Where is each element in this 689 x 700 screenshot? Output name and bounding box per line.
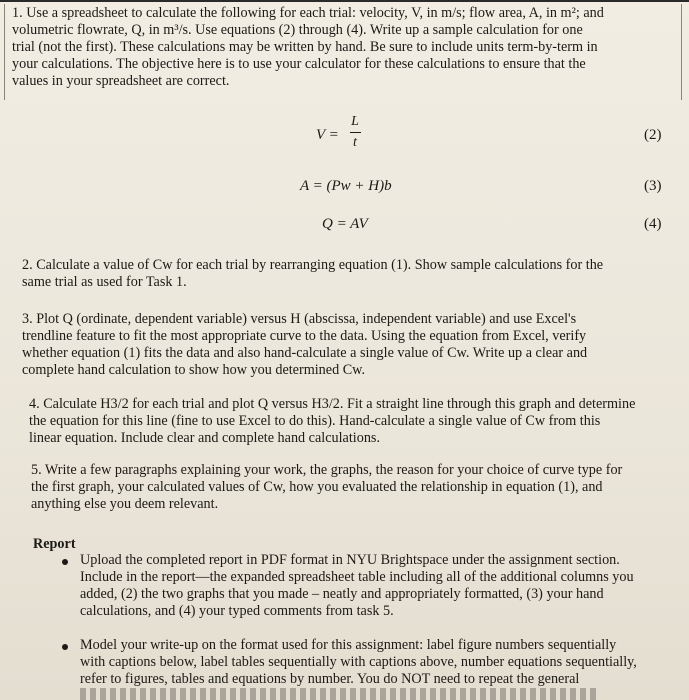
task3-text: 3. Plot Q (ordinate, dependent variable) versus H (abscissa, independent variable) and use Excel's trendline feature to fit the most appropriate curve to the data. Using the equation from Excel, verify whether equation (1) fits the data and also hand-calculate a single value of Cw. Write up a clear and complete hand calculation to show how you determined Cw. [22,311,588,378]
eq2-lhs: V = [316,127,339,143]
eq4-number: (4) [644,216,662,232]
report-heading: Report [33,536,76,552]
bullet-dot-2 [62,644,68,650]
eq2-number: (2) [644,127,662,143]
top-rule [0,0,689,2]
eq2-fraction-bar [350,132,361,133]
report-bullet-1: Upload the completed report in PDF format in NYU Brightspace under the assignment section. Include in the report—the expanded spreadsheet table including all of the additional columns you added, (2) the two graphs that you made – neatly and appropriately formatted, (3) your hand calculations, and (4) your typed comments from task 5. [80,552,634,619]
cut-off-text-line [80,688,600,700]
task4-text: 4. Calculate H3/2 for each trial and plot Q versus H3/2. Fit a straight line through this graph and determine the equation for this line (fine to use Excel to do this). Hand-calculate a single value of Cw from this linear equation. Include clear and complete hand calculations. [29,396,636,446]
eq3-expression: A = (Pw + H)b [300,178,392,194]
eq4-expression: Q = AV [322,216,368,232]
eq2-fraction [348,114,362,151]
eq3-number: (3) [644,178,662,194]
task2-text: 2. Calculate a value of Cw for each trial by rearranging equation (1). Show sample calculations for the same trial as used for Task 1. [22,257,604,290]
report-bullet-2: Model your write-up on the format used for this assignment: label figure numbers sequentially with captions below, label tables sequentially with captions above, number equations sequentially, refer to figures, tables and equations by number. You do NOT need to repeat the general [80,637,637,687]
eq2-numerator: L [351,114,359,129]
task5-text: 5. Write a few paragraphs explaining your work, the graphs, the reason for your choice of curve type for the first graph, your calculated values of Cw, how you evaluated the relationship in equation (1), and anything else you deem relevant. [31,462,623,512]
task1-text: 1. Use a spreadsheet to calculate the following for each trial: velocity, V, in m/s; flow area, A, in m²; and volumetric flowrate, Q, in m³/s. Use equations (2) through (4). Write up a sample calculation for one trial (not the first). These calculations may be written by hand. Be sure to include units term-by-term in your calculations. The objective here is to use your calculator for these calculations to ensure that the values in your spreadsheet are correct. [12,5,604,89]
eq2-denominator: t [353,135,357,150]
bullet-dot-1 [62,559,68,565]
